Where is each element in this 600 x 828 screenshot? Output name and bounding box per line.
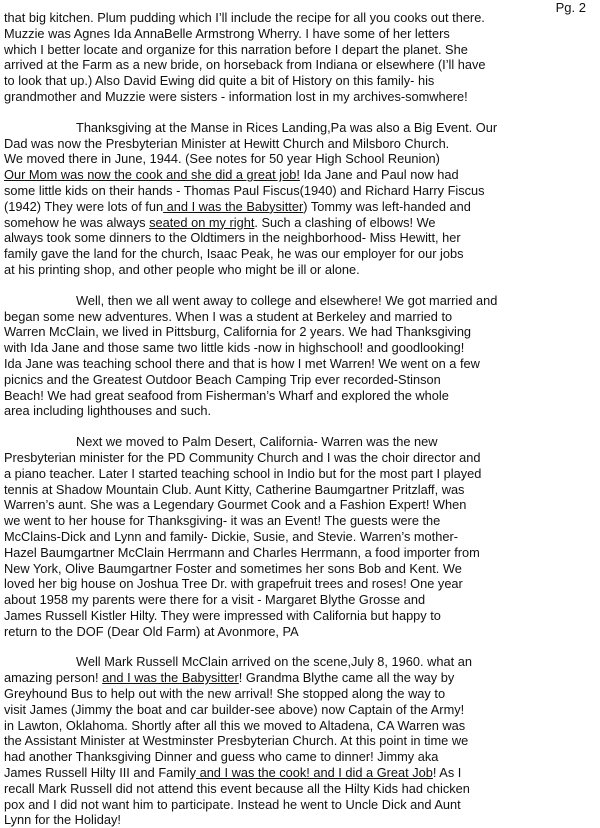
text-line [4,702,596,718]
text-line [4,215,596,231]
text-segment: Muzzie was Agnes Ida AnnaBelle Armstrong Wherry. I have some of her letters [4,25,450,41]
text-segment: family gave the land for the church, Isaac Peak, he was our employer for our jobs [4,246,464,262]
text-line [4,466,596,482]
text-segment: We moved there in June, 1944. (See notes for 50 year High School Reunion) [4,151,440,167]
text-line [4,749,596,765]
text-segment: which I better locate and organize for this narration before I depart the planet. She [4,41,468,57]
text-line [4,26,596,42]
text-line [4,497,596,513]
text-line [4,513,596,529]
text-segment: the Assistant Minister at Westminster Presbyterian Church. At this point in time we [4,733,469,749]
underlined-text: and I was the cook! and I did a Great Job [196,765,433,781]
text-line [4,136,596,152]
text-line [4,293,596,309]
text-segment: Dad was now the Presbyterian Minister at Hewitt Church and Milsboro Church. [4,135,450,151]
text-segment: picnics and the Greatest Outdoor Beach Camping Trip ever recorded-Stinson [4,371,441,387]
text-line [4,199,596,215]
text-segment: that big kitchen. Plum pudding which I’ll include the recipe for all you cooks out there. [4,10,485,25]
text-line [4,309,596,325]
text-segment: with Ida Jane and those same two little kids -now in highschool! and goodlooking! [4,340,465,356]
paragraph-gap [4,278,596,293]
text-line [4,686,596,702]
text-line [4,529,596,545]
paragraph [4,654,596,828]
text-segment: area including lighthouses and such. [4,403,212,419]
underlined-text: and I was the Babysitter [102,670,239,686]
text-segment: ! Grandma Blythe came all the way by [238,670,455,686]
text-line [4,246,596,262]
text-segment: at his printing shop, and other people who might be ill or alone. [4,261,360,277]
text-segment: Well, then we all went away to college and elsewhere! We got married and [76,292,498,308]
text-line [4,403,596,419]
text-segment: Greyhound Bus to help out with the new arrival! She stopped along the way to [4,686,446,702]
text-segment: James Russell Hilty III and Family [4,765,197,781]
text-segment: Presbyterian minister for the PD Community Church and I was the choir director and [4,449,481,465]
text-line [4,230,596,246]
text-segment: (1942) They were lots of fun [4,198,164,214]
text-segment: Next we moved to Palm Desert, California- Warren was the new [76,434,438,450]
paragraph [4,10,596,105]
text-segment: about 1958 my parents were there for a visit - Margaret Blythe Grosse and [4,592,426,608]
text-line [4,89,596,105]
text-line [4,73,596,89]
paragraph-gap [4,639,596,654]
text-line [4,10,596,26]
text-segment: loved her big house on Joshua Tree Dr. with grapefruit trees and roses! One year [4,576,463,592]
text-segment: arrived at the Farm as a new bride, on horseback from Indiana or elsewhere (I’ll have [4,57,486,73]
text-segment: Ida Jane was teaching school there and that is how I met Warren! We went on a few [4,355,480,371]
underlined-text: and I was the Babysitter [163,198,304,214]
text-line [4,262,596,278]
text-line [4,797,596,813]
text-segment: Warren McClain, we lived in Pittsburg, California for 2 years. We had Thanksgiving [4,324,472,340]
text-line [4,388,596,404]
text-segment: . Such a clashing of elbows! We [254,214,436,230]
text-segment: had another Thanksgiving Dinner and guess who came to dinner! Jimmy aka [4,749,439,765]
paragraph-gap [4,419,596,434]
text-segment: somehow he was always [4,214,150,230]
text-line [4,718,596,734]
text-line [4,372,596,388]
underlined-text: Our Mom was now the cook and she did a great job! [4,167,300,183]
text-segment: Hazel Baumgartner McClain Herrmann and Charles Herrmann, a food importer from [4,544,480,560]
text-line [4,592,596,608]
text-segment: to look that up.) Also David Ewing did quite a bit of History on this family- his [4,73,435,89]
text-segment: Lynn for the Holiday! [4,812,121,828]
paragraph [4,293,596,419]
text-line [4,42,596,58]
text-segment: always took some dinners to the Oldtimers in the neighborhood- Miss Hewitt, her [4,230,461,246]
text-line [4,120,596,136]
text-segment: in Lawton, Oklahoma. Shortly after all this we moved to Altadena, CA Warren was [4,717,466,733]
text-line [4,624,596,640]
text-line [4,608,596,624]
paragraph [4,120,596,278]
text-segment: began some new adventures. When I was a student at Berkeley and married to [4,308,453,324]
text-segment: visit James (Jimmy the boat and car builder-see above) now Captain of the Army! [4,701,465,717]
text-segment: Beach! We had great seafood from Fisherman’s Wharf and explored the whole [4,387,449,403]
underlined-text: seated on my right [149,214,255,230]
text-segment: Well Mark Russell McClain arrived on the scene,July 8, 1960. what an [76,654,472,670]
text-segment: Ida Jane and Paul now had [299,167,459,183]
text-line [4,57,596,73]
text-segment: tennis at Shadow Mountain Club. Aunt Kitty, Catherine Baumgartner Pritzlaff, was [4,481,465,497]
text-line [4,670,596,686]
text-segment: recall Mark Russell did not attend this event because all the Hilty Kids had chicken [4,780,470,796]
paragraph-gap [4,105,596,120]
text-line [4,781,596,797]
text-line [4,450,596,466]
document-body [4,10,596,828]
text-segment: return to the DOF (Dear Old Farm) at Avonmore, PA [4,623,299,639]
text-segment: pox and I did not want him to participate. Instead he went to Uncle Dick and Aunt [4,796,461,812]
text-line [4,167,596,183]
text-line [4,561,596,577]
text-line [4,765,596,781]
text-line [4,324,596,340]
text-segment: Warren’s aunt. She was a Legendary Gourmet Cook and a Fashion Expert! When [4,497,467,513]
text-line [4,576,596,592]
text-segment: New York, Olive Baumgartner Foster and sometimes her sons Bob and Kent. We [4,560,462,576]
page-number: Pg. 2 [555,0,586,15]
text-line [4,812,596,828]
text-segment: some little kids on their hands - Thomas Paul Fiscus(1940) and Richard Harry Fiscus [4,182,485,198]
text-line [4,151,596,167]
text-segment: a piano teacher. Later I started teaching school in Indio but for the most part I played [4,465,482,481]
text-segment: amazing person! [4,670,103,686]
text-segment: we went to her house for Thanksgiving- it was an Event! The guests were the [4,513,441,529]
text-line [4,356,596,372]
paragraph [4,434,596,639]
text-line [4,482,596,498]
text-line [4,434,596,450]
text-line [4,654,596,670]
text-segment: James Russell Kistler Hilty. They were impressed with California but happy to [4,607,441,623]
text-segment: McClains-Dick and Lynn and family- Dickie, Susie, and Stevie. Warren’s mother- [4,528,458,544]
text-segment: ) Tommy was left-handed and [303,198,471,214]
text-segment: ! As I [432,765,462,781]
text-line [4,733,596,749]
text-line [4,340,596,356]
text-segment: Thanksgiving at the Manse in Rices Landing,Pa was also a Big Event. Our [76,119,498,135]
text-segment: grandmother and Muzzie were sisters - information lost in my archives-somwhere! [4,88,468,104]
text-line [4,183,596,199]
text-line [4,545,596,561]
